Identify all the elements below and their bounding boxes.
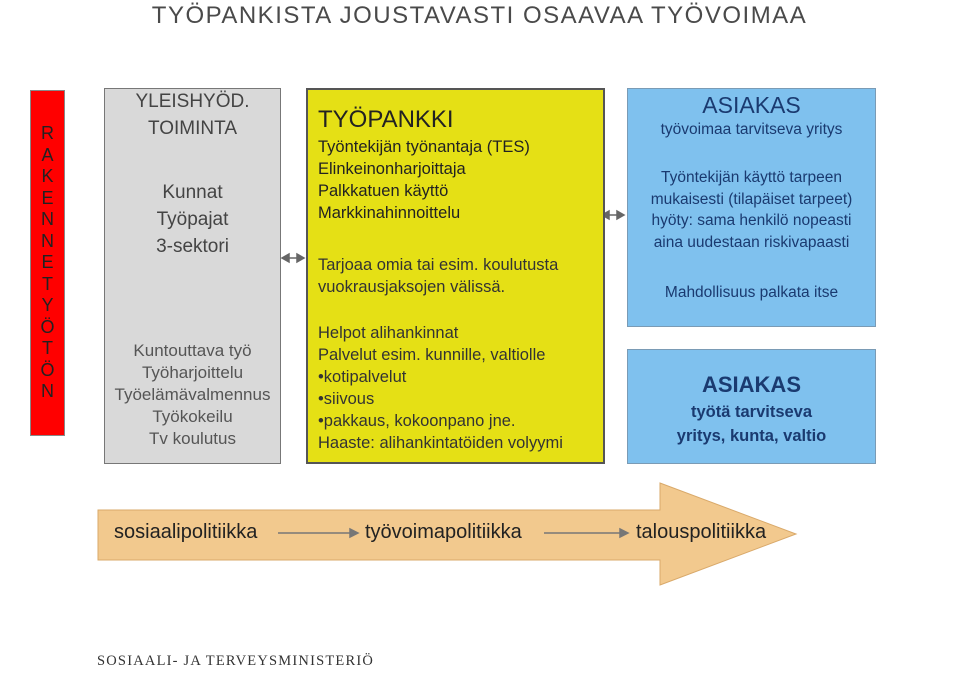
yellow-box-text-line: •pakkaus, kokoonpano jne. xyxy=(318,412,516,430)
ministry-footer: SOSIAALI- JA TERVEYSMINISTERIÖ xyxy=(97,653,375,669)
grey-box-heading-1: YLEISHYÖD. xyxy=(135,91,250,112)
blue-box-2-line: työtä tarvitseva xyxy=(690,403,813,421)
blue-box-1-subheading: työvoimaa tarvitseva yritys xyxy=(660,121,843,138)
policy-employment: työvoimapolitiikka xyxy=(365,521,522,543)
page-title: TYÖPANKISTA JOUSTAVASTI OSAAVAA TYÖVOIMAA xyxy=(151,2,808,29)
yellow-box-list-item: Elinkeinonharjoittaja xyxy=(318,160,466,178)
grey-box-bottom-item: Tv koulutus xyxy=(149,429,236,448)
blue-box-1-footer: Mahdollisuus palkata itse xyxy=(664,284,839,301)
yellow-box-list-item: Työntekijän työnantaja (TES) xyxy=(318,138,530,156)
grey-box-mid-line: Kunnat xyxy=(162,182,223,203)
vertical-label-char: A xyxy=(41,144,54,165)
grey-box-bottom-list xyxy=(105,340,280,450)
grey-box-bottom-item: Työkokeilu xyxy=(152,407,233,426)
yellow-box-text-line: Helpot alihankinnat xyxy=(318,324,459,342)
vertical-label-char: K xyxy=(41,166,54,187)
yellow-box-text-line: Tarjoaa omia tai esim. koulutusta xyxy=(318,256,559,274)
vertical-label-char: E xyxy=(41,187,54,208)
vertical-label-char: Y xyxy=(41,295,54,316)
blue-box-1-line: mukaisesti (tilapäiset tarpeet) xyxy=(650,190,853,208)
yellow-box-heading: TYÖPANKKI xyxy=(318,106,454,133)
vertical-label-box xyxy=(30,90,65,436)
policy-economic: talouspolitiikka xyxy=(636,521,767,543)
yellow-box-list-item: Palkkatuen käyttö xyxy=(318,182,449,200)
yellow-box-text-line: Palvelut esim. kunnille, valtiolle xyxy=(318,346,546,364)
yellow-box-paragraph-2 xyxy=(318,322,563,454)
yellow-box-list xyxy=(318,136,530,224)
grey-box-mid-line: Työpajat xyxy=(156,209,229,230)
blue-box-2-line: yritys, kunta, valtio xyxy=(676,427,827,445)
grey-box-heading-2: TOIMINTA xyxy=(147,118,238,139)
vertical-label-char: Ö xyxy=(40,316,55,337)
grey-box-bottom-item: Kuntouttava työ xyxy=(133,341,252,360)
double-arrow-grey-yellow xyxy=(282,254,304,262)
blue-box-1-body xyxy=(628,167,875,253)
blue-box-1-line: hyöty: sama henkilö nopeasti xyxy=(651,212,852,229)
blue-box-1-line: aina uudestaan riskivapaasti xyxy=(653,233,850,251)
policy-social: sosiaalipolitiikka xyxy=(114,521,258,543)
vertical-label-char: T xyxy=(42,338,53,359)
vertical-label-char: N xyxy=(41,381,54,402)
vertical-label-char: T xyxy=(42,273,53,294)
yellow-box-paragraph-1 xyxy=(318,254,558,298)
yellow-box-text-line: vuokrausjaksojen välissä. xyxy=(318,278,506,296)
blue-box-2-heading: ASIAKAS xyxy=(701,372,801,397)
yellow-box-text-line: •kotipalvelut xyxy=(318,368,407,386)
vertical-label-char: Ö xyxy=(40,359,55,380)
blue-box-customer-needs-work xyxy=(627,349,876,464)
yellow-box-work-bank xyxy=(306,88,605,464)
vertical-label-char: E xyxy=(41,252,54,273)
grey-box-bottom-item: Työharjoittelu xyxy=(141,363,244,382)
yellow-box-text-line: •siivous xyxy=(318,390,375,408)
blue-box-1-heading: ASIAKAS xyxy=(702,92,801,118)
yellow-box-list-item: Markkinahinnoittelu xyxy=(318,204,461,222)
vertical-label-char: N xyxy=(41,230,54,251)
vertical-label-char: N xyxy=(41,209,54,230)
grey-box-bottom-item: Työelämävalmennus xyxy=(114,385,271,404)
double-arrow-yellow-blue xyxy=(602,211,624,219)
blue-box-1-line: Työntekijän käyttö tarpeen xyxy=(661,169,842,186)
vertical-label-char: R xyxy=(41,123,54,144)
grey-box-mid-line: 3-sektori xyxy=(156,236,229,257)
yellow-box-text-line: Haaste: alihankintatöiden volyymi xyxy=(318,434,563,452)
grey-box-general-interest xyxy=(104,88,281,464)
blue-box-customer-needs-workforce xyxy=(627,88,876,327)
